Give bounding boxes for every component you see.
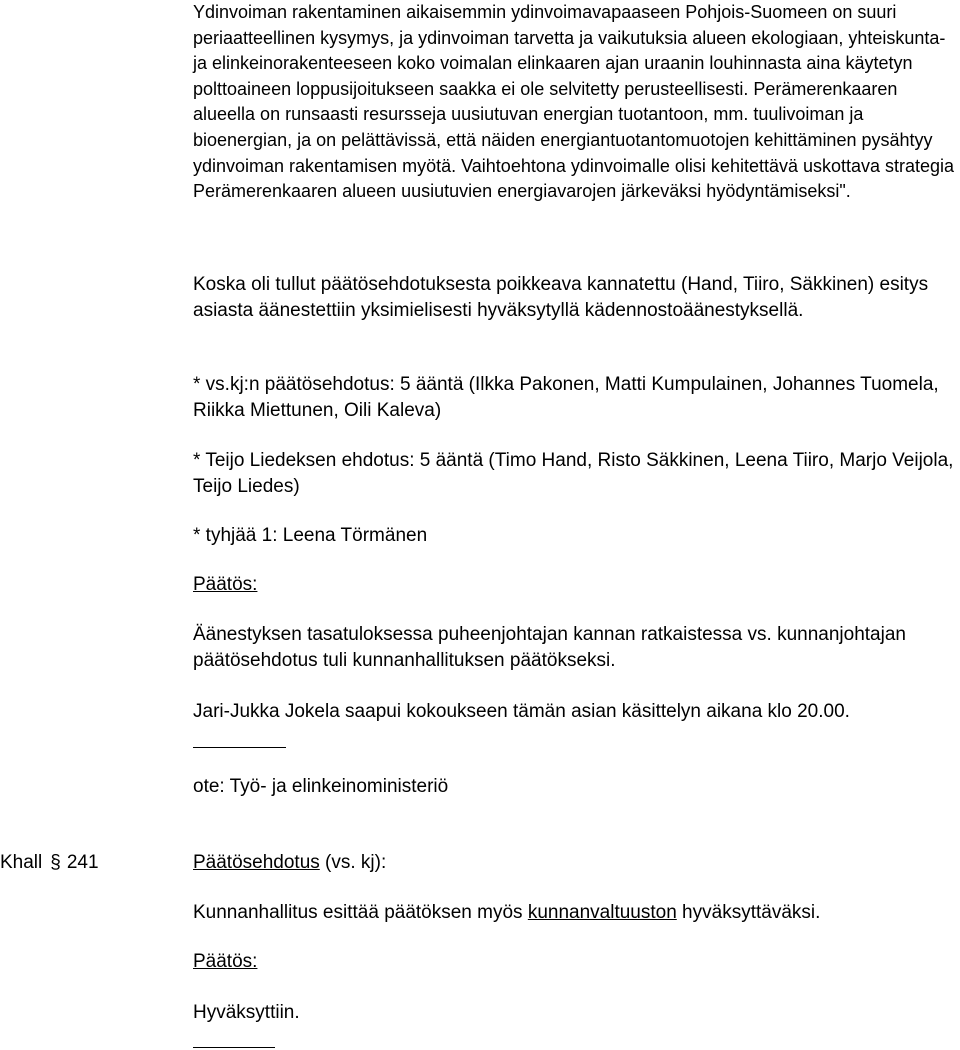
- proposal-heading-text: Päätösehdotus: [193, 852, 320, 873]
- proposal-paragraph: [193, 900, 958, 926]
- proposal-text-after: hyväksyttäväksi.: [676, 902, 821, 923]
- vote-result-proposal: * vs.kj:n päätösehdotus: 5 ääntä (Ilkka Pakonen, Matti Kumpulainen, Johannes Tuomela, Riikka Miettunen, Oili Kaleva): [193, 374, 939, 421]
- section-number: 241: [66, 852, 99, 873]
- proposal-heading: [193, 850, 958, 876]
- section-body: Khall: [0, 852, 43, 873]
- decision-heading-text: Päätös:: [193, 574, 258, 595]
- decision-paragraph-2: Hyväksyttiin.: [193, 1002, 300, 1023]
- proposal-text-before: Kunnanhallitus esittää päätöksen myös: [193, 902, 528, 923]
- section-label: [0, 850, 99, 876]
- quote-paragraph: Ydinvoiman rakentaminen aikaisemmin ydinvoimavapaaseen Pohjois-Suomeen on suuri periaatteellinen kysymys, ja ydinvoiman tarvetta ja vaikutuksia alueen ekologiaan, yhteiskunta- ja elinkeinorakenteeseen koko voimalan elinkaaren ajan uraanin louhinnasta aina käytetyn polttoaineen loppusijoitukseen saakka ei ole selvitetty perusteellisesti. Perämerenkaaren alueella on runsaasti resursseja uusiutuvan energian tuotantoon, mm. tuulivoiman ja bioenergian, ja on pelättävissä, että näiden energiantuotantomuotojen kehittäminen pysähtyy ydinvoiman rakentamisen myötä. Vaihtoehtona ydinvoimalle olisi kehitettävä uskottava strategia Perämerenkaaren alueen uusiutuvien energiavarojen järkeväksi hyödyntämiseksi".: [193, 2, 955, 202]
- decision-heading-2-text: Päätös:: [193, 951, 258, 972]
- vote-result-blank: * tyhjää 1: Leena Törmänen: [193, 525, 428, 546]
- decision-paragraph: Äänestyksen tasatuloksessa puheenjohtajan kannan ratkaistessa vs. kunnanjohtajan päätösehdotus tuli kunnanhallituksen päätökseksi.: [193, 624, 906, 671]
- section-divider-line: [193, 747, 286, 748]
- proposal-text-link: kunnanvaltuuston: [527, 902, 677, 923]
- decision-heading: [193, 572, 958, 598]
- proposal-heading-suffix: (vs. kj):: [319, 852, 387, 873]
- vote-intro-paragraph: Koska oli tullut päätösehdotuksesta poikkeava kannatettu (Hand, Tiiro, Säkkinen) esitys asiasta äänestettiin yksimielisesti hyväksytyllä kädennostoäänestyksellä.: [193, 274, 929, 321]
- end-divider-line: [193, 1047, 275, 1048]
- decision-heading-2: [193, 949, 958, 975]
- arrival-note: Jari-Jukka Jokela saapui kokoukseen tämän asian käsittelyn aikana klo 20.00.: [193, 701, 850, 722]
- section-mark: §: [50, 852, 61, 873]
- excerpt-recipient: ote: Työ- ja elinkeinoministeriö: [193, 776, 449, 797]
- vote-result-counterproposal: * Teijo Liedeksen ehdotus: 5 ääntä (Timo Hand, Risto Säkkinen, Leena Tiiro, Marjo Veijola, Teijo Liedes): [193, 450, 954, 497]
